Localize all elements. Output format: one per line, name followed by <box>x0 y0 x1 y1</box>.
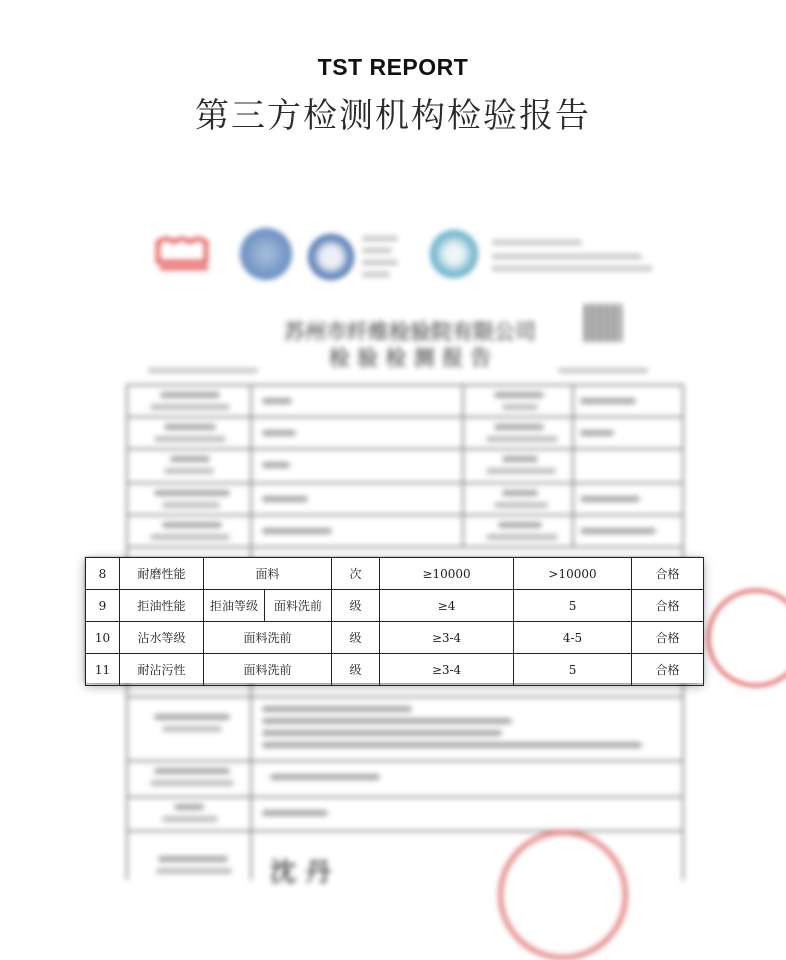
test-condition-sub: 面料洗前 <box>265 590 332 622</box>
unit: 级 <box>332 590 380 622</box>
inspector-signature: 沈 丹 <box>270 858 332 888</box>
report-title-cn: 第三方检测机构检验报告 <box>195 96 591 136</box>
row-number: 8 <box>86 558 120 590</box>
test-result: 5 <box>514 654 632 686</box>
unit: 级 <box>332 654 380 686</box>
test-result: 5 <box>514 590 632 622</box>
accreditation-seal-icon <box>430 230 478 278</box>
standard-requirement: ≥4 <box>380 590 514 622</box>
standard-requirement: ≥3-4 <box>380 622 514 654</box>
test-item: 沾水等级 <box>120 622 204 654</box>
blurred-report-document <box>110 200 710 888</box>
institute-name: 苏州市纤维检验院有限公司 <box>284 320 536 344</box>
report-title-en: TST REPORT <box>317 54 469 80</box>
table-row <box>86 590 704 622</box>
standard-requirement: ≥10000 <box>380 558 514 590</box>
test-condition: 面料洗前 <box>204 622 332 654</box>
test-condition: 面料 <box>204 558 332 590</box>
test-results-table <box>85 557 703 683</box>
table-row <box>86 654 704 686</box>
verdict: 合格 <box>632 654 704 686</box>
test-item: 耐磨性能 <box>120 558 204 590</box>
red-stamp-icon <box>706 588 786 688</box>
test-item: 耐沾污性 <box>120 654 204 686</box>
qr-code-icon <box>584 304 622 342</box>
table-row <box>86 622 704 654</box>
test-item: 拒油性能 <box>120 590 204 622</box>
row-number: 10 <box>86 622 120 654</box>
verdict: 合格 <box>632 622 704 654</box>
table-row <box>86 558 704 590</box>
unit: 次 <box>332 558 380 590</box>
verdict: 合格 <box>632 590 704 622</box>
row-number: 9 <box>86 590 120 622</box>
row-number: 11 <box>86 654 120 686</box>
cma-logo-icon <box>152 234 216 274</box>
standard-requirement: ≥3-4 <box>380 654 514 686</box>
unit: 级 <box>332 622 380 654</box>
verdict: 合格 <box>632 558 704 590</box>
official-seal-icon <box>498 830 628 960</box>
test-result: 4-5 <box>514 622 632 654</box>
test-condition: 拒油等级 <box>204 590 265 622</box>
cnas-logo-icon <box>308 234 354 280</box>
ilac-logo-icon <box>240 228 292 280</box>
document-type: 检 验 检 测 报 告 <box>328 346 492 370</box>
test-result: >10000 <box>514 558 632 590</box>
test-condition: 面料洗前 <box>204 654 332 686</box>
